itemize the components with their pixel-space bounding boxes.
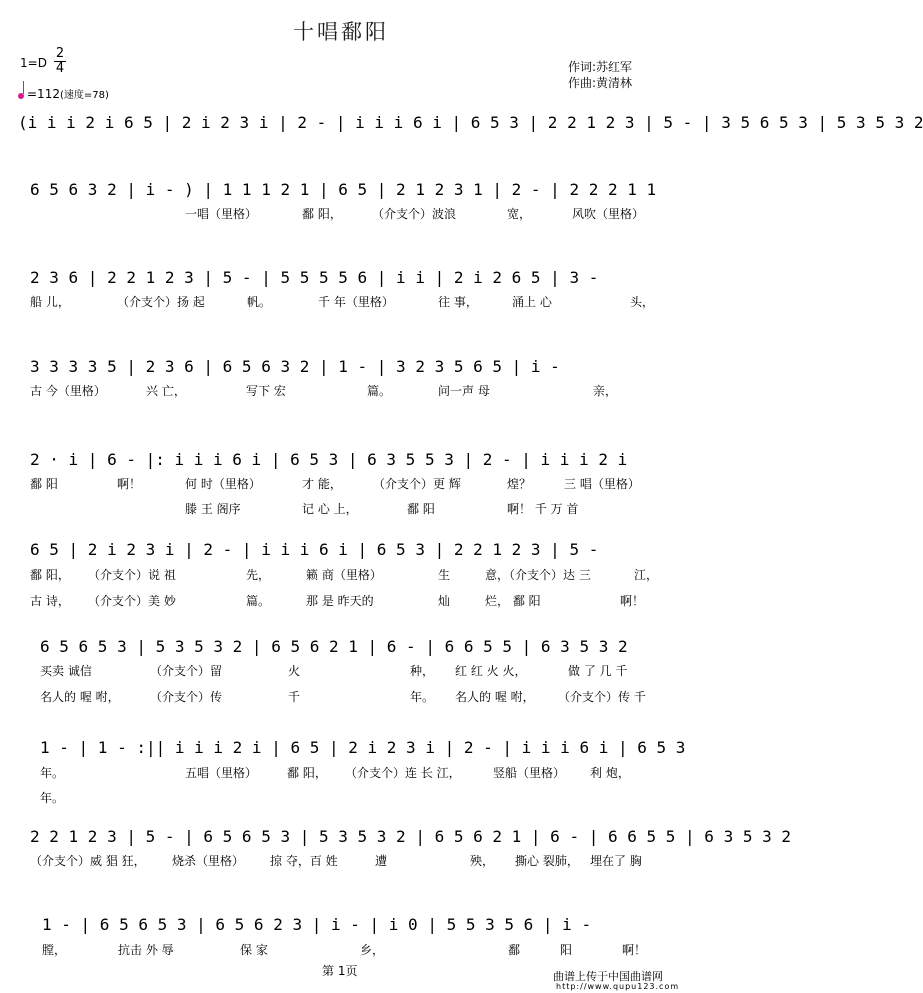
lyric: 啊！ 千 万 首 <box>507 502 579 516</box>
lyric: （介支个）扬 起 <box>117 295 205 309</box>
notes-line-6: 6 5 | 2 i 2 3 i | 2 - | i i i 6 i | 6 5 3 | 2 2 1 2 3 | 5 - <box>30 540 599 559</box>
lyric: 鄱 阳， <box>30 568 70 582</box>
lyric: （介支个）更 辉 <box>373 477 461 491</box>
lyric: 千 年（里格） <box>318 295 394 309</box>
notes-line-4: 3 3 3 3 5 | 2 3 6 | 6 5 6 3 2 | 1 - | 3 2 3 5 6 5 | i - <box>30 357 560 376</box>
lyric: 篇。 <box>246 594 271 608</box>
notes-line-9: 2 2 1 2 3 | 5 - | 6 5 6 5 3 | 5 3 5 3 2 | 6 5 6 2 1 | 6 - | 6 6 5 5 | 6 3 5 3 2 <box>30 827 791 846</box>
lyric: 一唱（里格） <box>185 207 258 221</box>
lyric: 埋在了 胸 <box>590 854 642 868</box>
lyric: 篇。 <box>367 384 392 398</box>
lyric: 啊！ <box>620 594 645 608</box>
lyric: 先， <box>246 568 271 582</box>
lyric: 籁 商（里格） <box>306 568 382 582</box>
notes-line-2: 6 5 6 3 2 | i - ) | 1 1 1 2 1 | 6 5 | 2 1 2 3 1 | 2 - | 2 2 2 1 1 <box>30 180 657 199</box>
lyric: 鄱 阳 <box>407 502 435 516</box>
lyric: 鄱 阳， <box>287 766 327 780</box>
lyric: 船 儿， <box>30 295 70 309</box>
lyric: 写下 宏 <box>246 384 286 398</box>
lyric: 五唱（里格） <box>185 766 258 780</box>
lyric: 古 诗， <box>30 594 70 608</box>
lyric: 抗击 外 辱 <box>118 943 174 957</box>
lyric: 亲， <box>593 384 618 398</box>
lyric: 头， <box>630 295 655 309</box>
lyric: 古 今（里格） <box>30 384 106 398</box>
lyric: 那 是 昨天的 <box>306 594 374 608</box>
key-signature: 1=D <box>20 56 47 70</box>
lyric: 记 心 上， <box>302 502 358 516</box>
notes-line-8: 1 - | 1 - :|| i i i 2 i | 6 5 | 2 i 2 3 i | 2 - | i i i 6 i | 6 5 3 <box>40 738 686 757</box>
time-sig-top: 2 <box>55 46 65 61</box>
lyric: 名人的 喔 咐， <box>455 690 535 704</box>
lyric: 竖船（里格） <box>493 766 566 780</box>
lyric: 江， <box>634 568 659 582</box>
lyric: 三 唱（里格） <box>564 477 640 491</box>
site-credit: 曲谱上传于中国曲谱网 <box>553 970 663 983</box>
lyric: 年。 <box>40 791 65 805</box>
lyric: 鄱 阳 <box>30 477 58 491</box>
lyric: 利 炮， <box>590 766 630 780</box>
lyric: （介支个）连 长 江， <box>345 766 461 780</box>
tempo-marking <box>18 85 109 101</box>
lyric: 掠 夺，百 姓 <box>270 854 338 868</box>
lyric: （介支个）传 <box>150 690 223 704</box>
notes-line-7: 6 5 6 5 3 | 5 3 5 3 2 | 6 5 6 2 1 | 6 - | 6 6 5 5 | 6 3 5 3 2 <box>40 637 628 656</box>
lyric: 乡， <box>360 943 385 957</box>
lyric: 名人的 喔 咐， <box>40 690 120 704</box>
lyric: 往 事， <box>438 295 478 309</box>
site-url: http://www.qupu123.com <box>556 982 680 991</box>
lyric: 风吹（里格） <box>572 207 645 221</box>
lyric: 红 红 火 火， <box>455 664 527 678</box>
lyric: 意，（介支个）达 三 <box>485 568 591 582</box>
lyric: 鄱 <box>508 943 521 957</box>
lyricist-credit: 作词:苏红军 <box>568 60 633 74</box>
lyric: 兴 亡， <box>146 384 186 398</box>
page-number: 第 1页 <box>322 964 358 978</box>
lyric: 生 <box>438 568 451 582</box>
note-stem-icon <box>23 81 24 94</box>
notes-line-10: 1 - | 6 5 6 5 3 | 6 5 6 2 3 | i - | i 0 | 5 5 3 5 6 | i - <box>42 915 592 934</box>
lyric: 啊！ <box>622 943 647 957</box>
lyric: 才 能， <box>302 477 342 491</box>
lyric: （介支个）说 祖 <box>88 568 176 582</box>
lyric: 啊！ <box>117 477 142 491</box>
notes-line-1: (i i i 2 i 6 5 | 2 i 2 3 i | 2 - | i i i 6 i | 6 5 3 | 2 2 1 2 3 | 5 - | 3 5 6 5 3 | 5 3 5 3 2 <box>18 113 923 132</box>
lyric: （介支个）威 猖 狂， <box>30 854 146 868</box>
time-sig-bottom: 4 <box>55 61 65 76</box>
lyric: 年。 <box>410 690 435 704</box>
lyric: 煌？ <box>507 477 532 491</box>
lyric: 宽， <box>507 207 532 221</box>
lyric: 殃， <box>470 854 495 868</box>
song-title: 十唱鄱阳 <box>293 20 389 44</box>
lyric: 买卖 诚信 <box>40 664 92 678</box>
lyric: （介支个）波浪 <box>372 207 457 221</box>
time-signature <box>54 47 66 76</box>
lyric: 阳 <box>560 943 573 957</box>
lyric: （介支个）留 <box>150 664 223 678</box>
lyric: 种， <box>410 664 435 678</box>
lyric: 鄱 阳， <box>302 207 342 221</box>
composer-credit: 作曲:黄清林 <box>568 76 633 90</box>
lyric: 问一声 母 <box>438 384 490 398</box>
notes-line-5: 2 · i | 6 - |: i i i 6 i | 6 5 3 | 6 3 5 5 3 | 2 - | i i i 2 i <box>30 450 628 469</box>
lyric: 千 <box>288 690 301 704</box>
lyric: 遭 <box>375 854 388 868</box>
lyric: 膛， <box>42 943 67 957</box>
notes-line-3: 2 3 6 | 2 2 1 2 3 | 5 - | 5 5 5 5 6 | i i | 2 i 2 6 5 | 3 - <box>30 268 599 287</box>
lyric: 帆。 <box>247 295 272 309</box>
lyric: （介支个）美 妙 <box>88 594 176 608</box>
tempo-note: (速度=78) <box>59 90 109 101</box>
lyric: 何 时（里格） <box>185 477 261 491</box>
lyric: 保 家 <box>240 943 268 957</box>
lyric: 烂， 鄱 阳 <box>485 594 541 608</box>
lyric: 撕心 裂肺， <box>515 854 579 868</box>
lyric: 滕 王 阁序 <box>185 502 241 516</box>
lyric: 年。 <box>40 766 65 780</box>
lyric: 灿 <box>438 594 451 608</box>
lyric: 火 <box>288 664 301 678</box>
lyric: 烧杀（里格） <box>172 854 245 868</box>
lyric: （介支个）传 千 <box>558 690 646 704</box>
tempo-value: =112 <box>27 87 60 101</box>
lyric: 做 了 几 千 <box>568 664 628 678</box>
lyric: 涌上 心 <box>512 295 552 309</box>
